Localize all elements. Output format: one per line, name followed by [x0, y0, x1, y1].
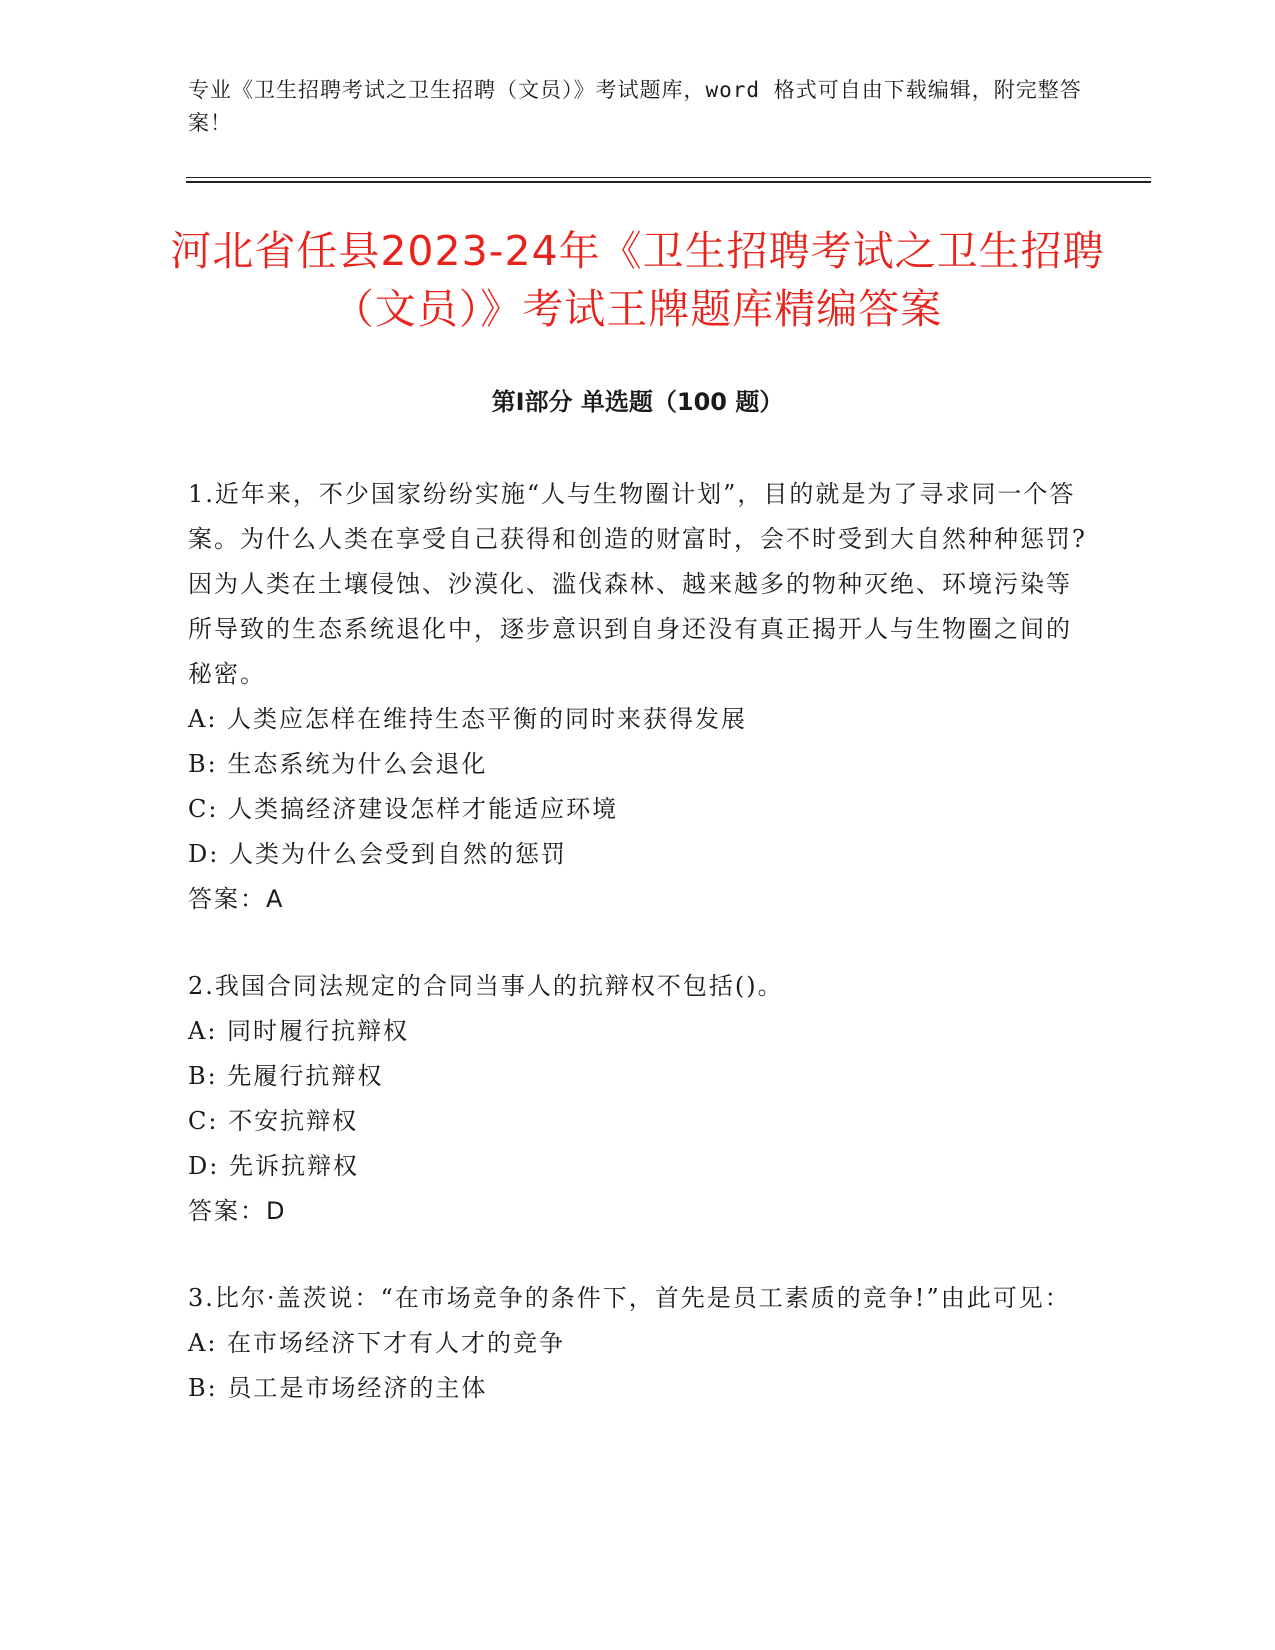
question-list: [188, 472, 1088, 1453]
section-title: 第Ⅰ部分 单选题（100 题）: [491, 388, 784, 416]
answer: 答案：A: [188, 885, 285, 913]
question-stem: 1.近年来，不少国家纷纷实施“人与生物圈计划”，目的就是为了寻求同一个答案。为什么人类在享受自己获得和创造的财富时，会不时受到大自然种种惩罚?因为人类在土壤侵蚀、沙漠化、滥伐森林、越来越多的物种灭绝、环境污染等所导致的生态系统退化中，逐步意识到自身还没有真正揭开人与生物圈之间的秘密。: [188, 480, 1087, 688]
option-d: D: 先诉抗辩权: [188, 1152, 359, 1180]
question-2: [188, 964, 1088, 1234]
document-title: 河北省任县2023-24年《卫生招聘考试之卫生招聘（文员）》考试王牌题库精编答案: [170, 227, 1105, 333]
option-b: B: 员工是市场经济的主体: [188, 1374, 488, 1402]
question-1: [188, 472, 1088, 922]
header-note: 专业《卫生招聘考试之卫生招聘（文员）》考试题库，word 格式可自由下载编辑，附完整答案！: [188, 78, 1082, 135]
answer: 答案：D: [188, 1197, 287, 1225]
option-a: A: 同时履行抗辩权: [188, 1017, 410, 1045]
header-divider-thin: [186, 177, 1151, 178]
header-divider-thick: [186, 181, 1151, 183]
option-a: A: 在市场经济下才有人才的竞争: [188, 1329, 566, 1357]
option-c: C: 人类搞经济建设怎样才能适应环境: [188, 795, 619, 823]
option-d: D: 人类为什么会受到自然的惩罚: [188, 840, 567, 868]
question-3: [188, 1276, 1088, 1411]
option-b: B: 生态系统为什么会退化: [188, 750, 488, 778]
question-stem: 3.比尔·盖茨说：“在市场竞争的条件下，首先是员工素质的竞争!”由此可见：: [188, 1284, 1071, 1312]
question-stem: 2.我国合同法规定的合同当事人的抗辩权不包括()。: [188, 972, 784, 1000]
option-c: C: 不安抗辩权: [188, 1107, 359, 1135]
option-a: A: 人类应怎样在维持生态平衡的同时来获得发展: [188, 705, 748, 733]
option-b: B: 先履行抗辩权: [188, 1062, 384, 1090]
